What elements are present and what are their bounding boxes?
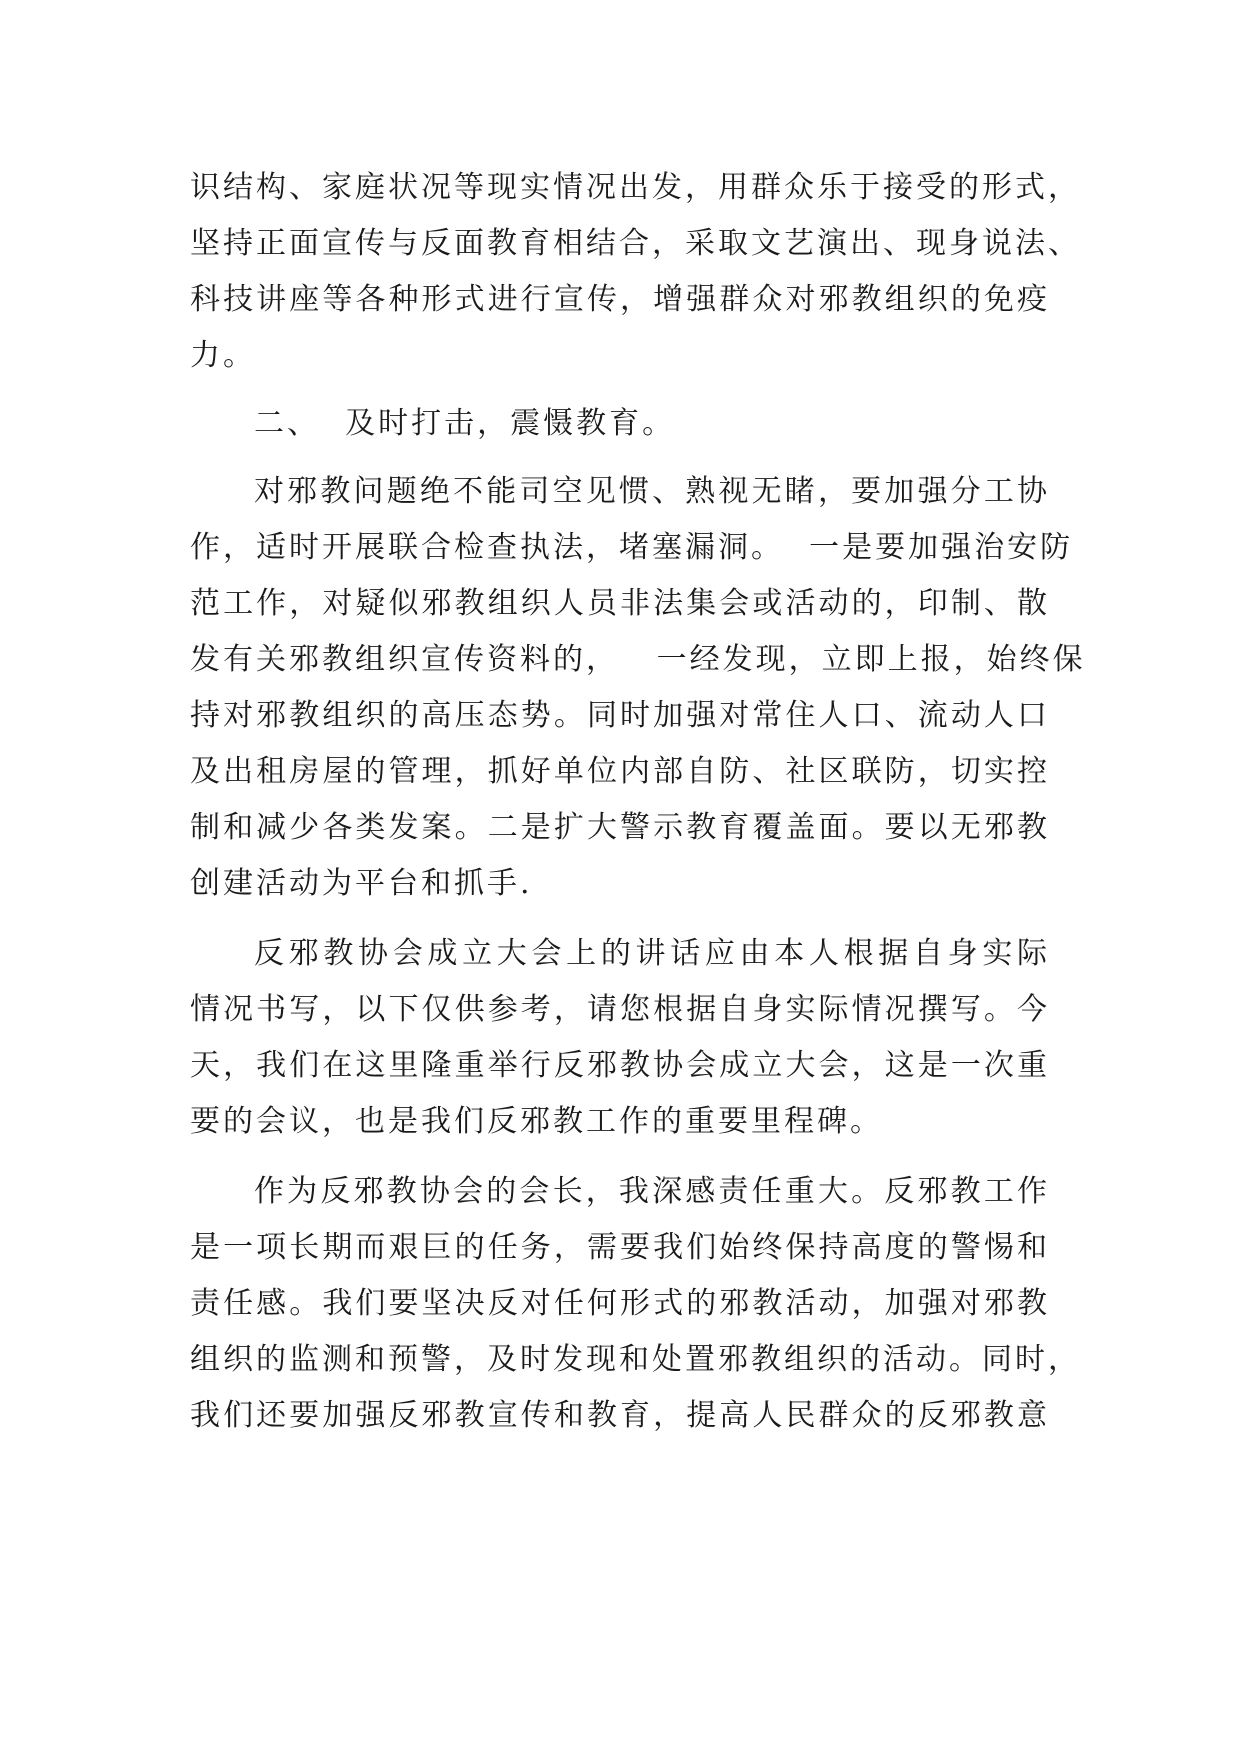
text-line: 对邪教问题绝不能司空见惯、熟视无睹，要加强分工协 (254, 474, 1050, 509)
text-line: 持对邪教组织的高压态势。同时加强对常住人口、流动人口 (190, 698, 1050, 733)
text-line: 作，适时开展联合检查执法，堵塞漏洞。 一是要加强治安防 (190, 530, 1074, 565)
text-line: 情况书写，以下仅供参考，请您根据自身实际情况撰写。今 (190, 992, 1050, 1027)
text-line: 组织的监测和预警，及时发现和处置邪教组织的活动。同时， (190, 1342, 1081, 1377)
text-line: 发有关邪教组织宣传资料的， 一经发现，立即上报，始终保 (190, 642, 1086, 677)
text-line: 范工作，对疑似邪教组织人员非法集会或活动的，印制、散 (190, 586, 1050, 621)
paragraph-5 (190, 1164, 1081, 1444)
text-line: 作为反邪教协会的会长，我深感责任重大。反邪教工作 (254, 1174, 1050, 1209)
paragraph-1 (190, 160, 1081, 384)
paragraph-4 (190, 926, 1050, 1150)
text-line: 是一项长期而艰巨的任务，需要我们始终保持高度的警惕和 (190, 1230, 1050, 1265)
section-heading: 二、 及时打击，震慑教育。 (254, 406, 676, 441)
text-line: 制和减少各类发案。二是扩大警示教育覆盖面。要以无邪教 (190, 810, 1050, 845)
text-line: 责任感。我们要坚决反对任何形式的邪教活动，加强对邪教 (190, 1286, 1050, 1321)
text-line: 识结构、家庭状况等现实情况出发，用群众乐于接受的形式， (190, 170, 1081, 205)
text-line: 天，我们在这里隆重举行反邪教协会成立大会，这是一次重 (190, 1048, 1050, 1083)
text-line: 及出租房屋的管理，抓好单位内部自防、社区联防，切实控 (190, 754, 1050, 789)
text-line: 我们还要加强反邪教宣传和教育，提高人民群众的反邪教意 (190, 1398, 1050, 1433)
section-heading-2 (190, 396, 1050, 452)
text-line: 科技讲座等各种形式进行宣传，增强群众对邪教组织的免疫 (190, 282, 1050, 317)
text-line: 反邪教协会成立大会上的讲话应由本人根据自身实际 (254, 936, 1050, 971)
text-line: 创建活动为平台和抓手. (190, 866, 533, 901)
paragraph-3 (190, 464, 1086, 912)
text-line: 力。 (190, 338, 256, 373)
document-body (190, 160, 1086, 1444)
text-line: 坚持正面宣传与反面教育相结合，采取文艺演出、现身说法、 (190, 226, 1081, 261)
text-line: 要的会议，也是我们反邪教工作的重要里程碑。 (190, 1104, 883, 1139)
